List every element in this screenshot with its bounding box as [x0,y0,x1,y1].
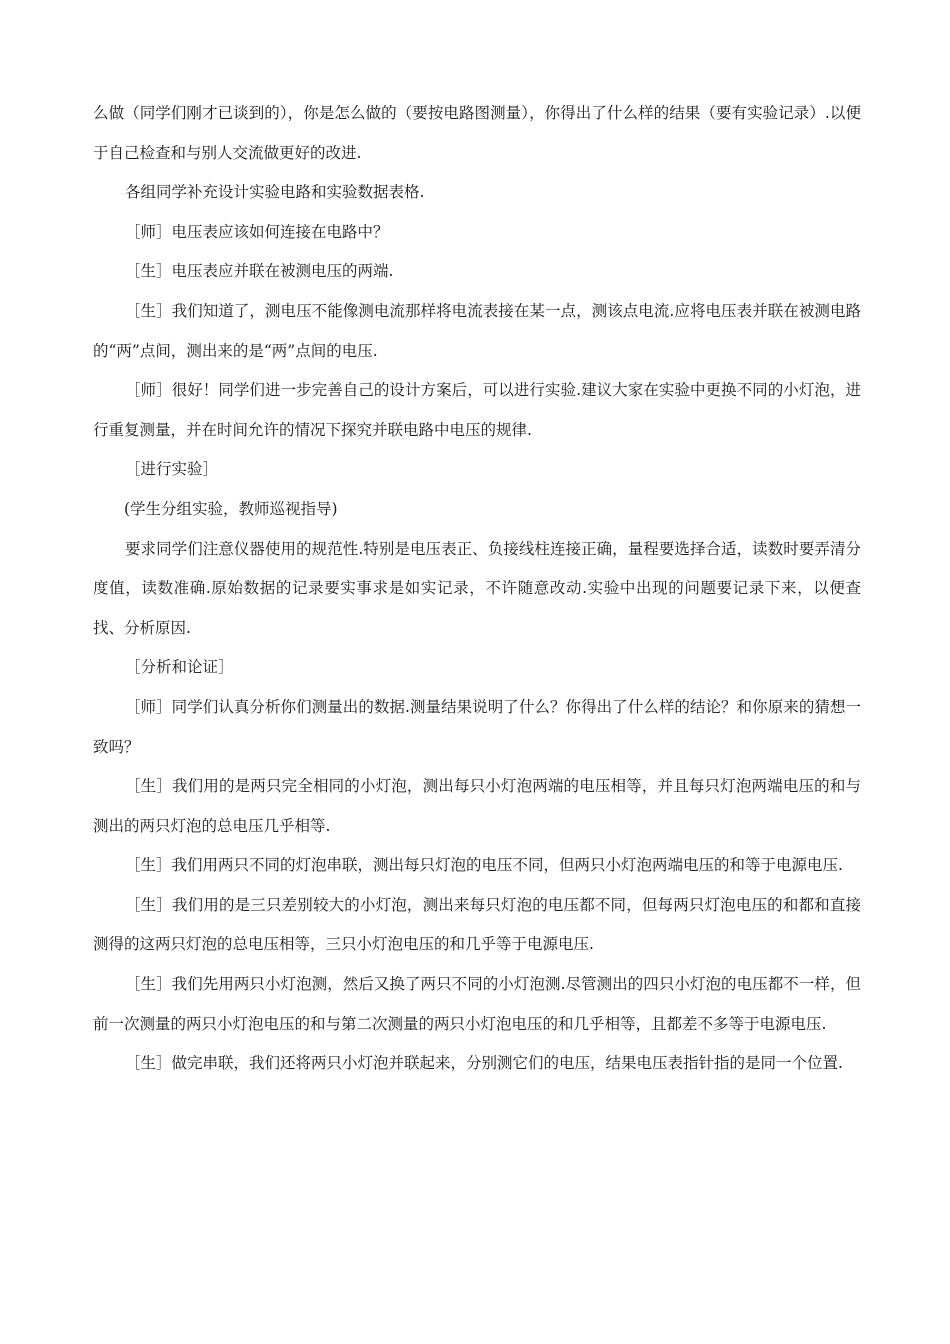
paragraph: 要求同学们注意仪器使用的规范性.特别是电压表正、负接线柱连接正确，量程要选择合适，读数时要弄清分度值，读数准确.原始数据的记录要实事求是如实记录，不许随意改动.实验中出现的问题要记录下来，以便查找、分析原因. [93,539,861,637]
section-heading: ［进行实验］ [125,460,219,479]
paragraph: 各组同学补充设计实验电路和实验数据表格. [125,183,425,202]
section-heading: ［分析和论证］ [125,658,234,677]
paragraph-student: ［生］电压表应并联在被测电压的两端. [125,262,394,281]
document-body [93,94,861,1084]
paragraph-student: ［生］我们用两只不同的灯泡串联，测出每只灯泡的电压不同，但两只小灯泡两端电压的和等于电源电压. [125,856,843,875]
paragraph: 么做（同学们刚才已谈到的），你是怎么做的（要按电路图测量），你得出了什么样的结果（要有实验记录）.以便于自己检查和与别人交流做更好的改进. [93,104,861,162]
paragraph-student: ［生］我们用的是三只差别较大的小灯泡，测出来每只灯泡的电压都不同，但每两只灯泡电压的和都和直接测得的这两只灯泡的总电压相等，三只小灯泡电压的和几乎等于电源电压. [93,895,861,954]
paragraph-teacher: ［师］同学们认真分析你们测量出的数据.测量结果说明了什么？你得出了什么样的结论？和你原来的猜想一致吗？ [93,697,861,756]
paragraph-teacher: ［师］很好！同学们进一步完善自己的设计方案后，可以进行实验.建议大家在实验中更换不同的小灯泡，进行重复测量，并在时间允许的情况下探究并联电路中电压的规律. [93,381,861,439]
paragraph-student: ［生］我们用的是两只完全相同的小灯泡，测出每只小灯泡两端的电压相等，并且每只灯泡两端电压的和与测出的两只灯泡的总电压几乎相等. [93,777,861,835]
paragraph-teacher: ［师］电压表应该如何连接在电路中？ [125,222,389,241]
paragraph-note: (学生分组实验，教师巡视指导) [124,499,338,518]
paragraph-student: ［生］我们先用两只小灯泡测，然后又换了两只不同的小灯泡测.尽管测出的四只小灯泡的电压都不一样，但前一次测量的两只小灯泡电压的和与第二次测量的两只小灯泡电压的和几乎相等，且都差不多等于电源电压. [93,975,861,1033]
paragraph-student: ［生］做完串联，我们还将两只小灯泡并联起来，分别测它们的电压，结果电压表指针指的是同一个位置. [125,1054,843,1073]
paragraph-student: ［生］我们知道了，测电压不能像测电流那样将电流表接在某一点，测该点电流.应将电压表并联在被测电路的“两”点间，测出来的是“两”点间的电压. [93,301,861,360]
